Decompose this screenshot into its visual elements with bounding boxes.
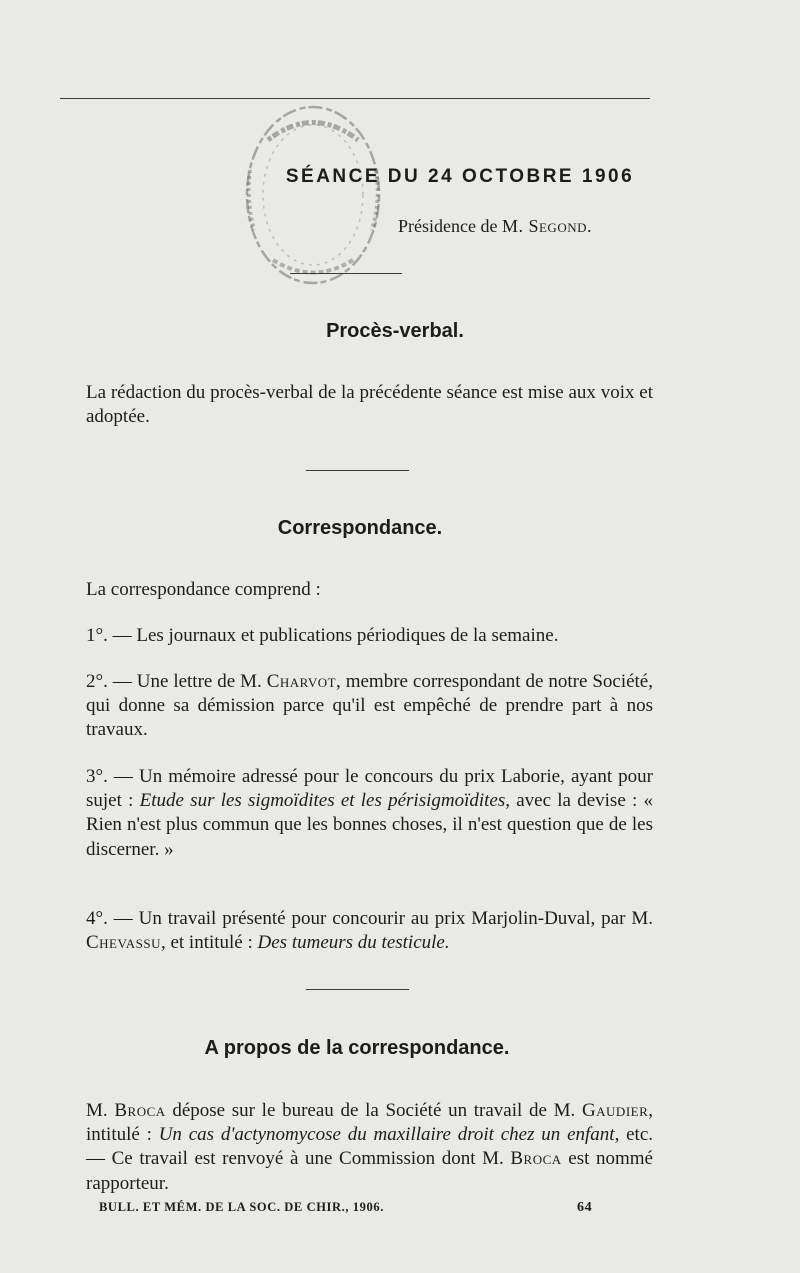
presidence-label: Présidence de: [398, 216, 498, 236]
correspondance-item-3: [86, 765, 653, 862]
correspondance-title: Correspondance.: [277, 517, 443, 539]
item-3-text-b: , avec la devise : « Rien n'est plus commun que les bonnes choses, il n'est question que de les discerner. »: [86, 790, 653, 860]
a-propos-text-c: , intitulé :: [86, 1100, 654, 1146]
a-propos-name-1: Broca: [114, 1100, 166, 1121]
correspondance-item-1: 1°. — Les journaux et publications périodiques de la semaine.: [86, 625, 559, 646]
a-propos-name-3: Broca: [510, 1148, 562, 1170]
a-propos-text-a: M.: [86, 1100, 115, 1121]
library-stamp: [238, 100, 388, 300]
item-3-text-a: 3°. — Un mémoire adressé pour le concours du prix Laborie, ayant pour sujet :: [86, 766, 653, 812]
presidence-line: [95, 216, 800, 237]
proces-verbal-title: Procès-verbal.: [326, 320, 464, 342]
presidence-rule: [290, 273, 402, 274]
section-divider-2: [306, 989, 409, 990]
seance-title: SÉANCE DU 24 OCTOBRE 1906: [285, 166, 635, 187]
a-propos-title: A propos de la correspondance.: [204, 1037, 510, 1059]
item-2-text-b: , membre correspondant de notre Société, qui donne sa démission parce qu'il est empêché de prendre part à nos travaux.: [86, 671, 653, 741]
running-footer: BULL. ET MÉM. DE LA SOC. DE CHIR., 1906.: [99, 1200, 384, 1214]
a-propos-text: [86, 1099, 653, 1196]
item-4-title: Des tumeurs du testicule.: [257, 932, 450, 954]
a-propos-title-italic: Un cas d'actynomycose du maxillaire droit chez un enfant: [158, 1124, 615, 1146]
a-propos-text-b: dépose sur le bureau de la Société un travail de M.: [165, 1100, 582, 1121]
stamp-arc-lettering-bottom: [273, 260, 353, 273]
presidence-name: M. Segond.: [501, 216, 592, 236]
section-divider-1: [306, 470, 409, 471]
stamp-inner-ring: [263, 125, 363, 265]
item-2-name: Charvot: [266, 671, 337, 692]
item-2-text-a: 2°. — Une lettre de M.: [86, 671, 267, 692]
item-4-text-a: 4°. — Un travail présenté pour concourir au prix Marjolin-Duval, par M.: [86, 908, 653, 929]
stamp-arc-lettering: [268, 123, 358, 141]
a-propos-name-2: Gaudier: [581, 1100, 649, 1121]
stamp-outer-ring: [247, 107, 379, 283]
correspondance-item-4: [86, 907, 653, 955]
item-3-title: Etude sur les sigmoïdites et les périsigmoïdites: [139, 790, 506, 812]
top-rule: [60, 98, 650, 99]
item-4-text-b: , et intitulé :: [160, 932, 258, 954]
correspondance-item-2: [86, 670, 653, 743]
a-propos-text-e: est nommé rapporteur.: [86, 1148, 653, 1194]
item-4-name: Chevassu: [86, 932, 161, 954]
a-propos-text-d: , etc. — Ce travail est renvoyé à une Commission dont M.: [86, 1124, 653, 1170]
correspondance-intro: La correspondance comprend :: [86, 579, 321, 600]
page-number: 64: [577, 1200, 593, 1215]
proces-verbal-text: La rédaction du procès-verbal de la précédente séance est mise aux voix et adoptée.: [86, 382, 653, 428]
